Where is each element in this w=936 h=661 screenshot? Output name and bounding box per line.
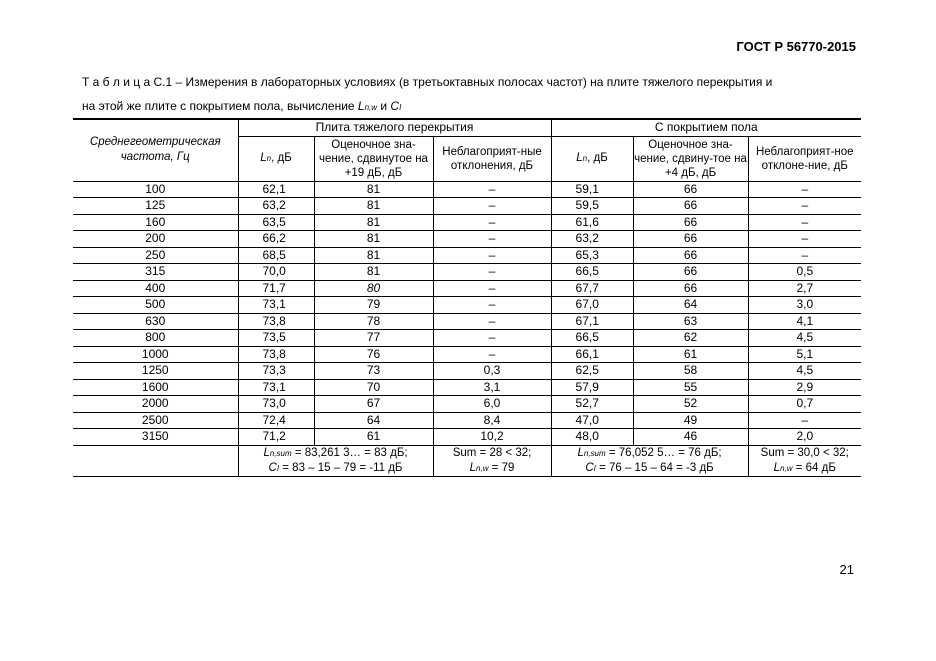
ln-covering-cell: 61,6	[551, 214, 633, 231]
frequency-cell: 125	[73, 198, 238, 215]
summary-covering-calc: Ln,sum = 76,052 5… = 76 дБ; CI = 76 – 15 – 64 = -3 дБ	[551, 445, 748, 476]
estimate-covering-cell: 64	[633, 297, 748, 314]
group-floor-covering-header: С покрытием пола	[551, 119, 861, 136]
estimate-covering-cell: 66	[633, 264, 748, 281]
summary-row	[73, 445, 861, 476]
ln-covering-cell: 66,5	[551, 264, 633, 281]
estimate-covering-cell: 66	[633, 247, 748, 264]
summary-slab-deviation: Sum = 28 < 32; Ln,w = 79	[433, 445, 551, 476]
deviation-header-2: Неблагоприят-ное отклоне-ние, дБ	[748, 136, 861, 181]
ln-slab-cell: 73,3	[238, 363, 314, 380]
estimate-slab-cell: 80	[314, 280, 433, 297]
table-row	[73, 429, 861, 446]
deviation-slab-cell: –	[433, 214, 551, 231]
estimate-covering-cell: 61	[633, 346, 748, 363]
frequency-cell: 100	[73, 181, 238, 198]
frequency-cell: 250	[73, 247, 238, 264]
deviation-slab-cell: 6,0	[433, 396, 551, 413]
frequency-cell: 800	[73, 330, 238, 347]
ln-covering-cell: 52,7	[551, 396, 633, 413]
deviation-slab-cell: –	[433, 231, 551, 248]
estimate-covering-cell: 62	[633, 330, 748, 347]
deviation-covering-cell: 0,7	[748, 396, 861, 413]
deviation-slab-cell: –	[433, 247, 551, 264]
deviation-slab-cell: 8,4	[433, 412, 551, 429]
frequency-cell: 630	[73, 313, 238, 330]
table-row	[73, 198, 861, 215]
table-row	[73, 379, 861, 396]
ln-covering-cell: 67,1	[551, 313, 633, 330]
ln-covering-cell: 67,0	[551, 297, 633, 314]
estimate-slab-cell: 78	[314, 313, 433, 330]
group-heavy-slab-header: Плита тяжелого перекрытия	[238, 119, 551, 136]
table-row	[73, 231, 861, 248]
deviation-slab-cell: –	[433, 181, 551, 198]
deviation-slab-cell: –	[433, 198, 551, 215]
estimate-slab-cell: 81	[314, 231, 433, 248]
ln-slab-cell: 71,7	[238, 280, 314, 297]
frequency-cell: 1600	[73, 379, 238, 396]
ln-slab-cell: 73,1	[238, 379, 314, 396]
table-row	[73, 363, 861, 380]
summary-empty-cell	[73, 445, 238, 476]
ln-covering-cell: 65,3	[551, 247, 633, 264]
table-row	[73, 280, 861, 297]
frequency-cell: 500	[73, 297, 238, 314]
frequency-cell: 2000	[73, 396, 238, 413]
frequency-cell: 2500	[73, 412, 238, 429]
frequency-cell: 200	[73, 231, 238, 248]
deviation-covering-cell: –	[748, 247, 861, 264]
frequency-cell: 1000	[73, 346, 238, 363]
table-row	[73, 396, 861, 413]
summary-slab-calc: Ln,sum = 83,261 3… = 83 дБ; CI = 83 – 15 – 79 = -11 дБ	[238, 445, 433, 476]
page-number: 21	[839, 562, 854, 577]
table-row	[73, 313, 861, 330]
ln-slab-cell: 62,1	[238, 181, 314, 198]
frequency-cell: 1250	[73, 363, 238, 380]
estimate-covering-cell: 66	[633, 198, 748, 215]
deviation-covering-cell: –	[748, 198, 861, 215]
ln-slab-cell: 73,1	[238, 297, 314, 314]
frequency-header: Среднегеометрическая частота, Гц	[73, 119, 238, 181]
table-row	[73, 346, 861, 363]
deviation-covering-cell: 4,5	[748, 363, 861, 380]
estimate-slab-cell: 81	[314, 214, 433, 231]
estimate-slab-cell: 79	[314, 297, 433, 314]
estimate-slab-cell: 81	[314, 181, 433, 198]
table-row	[73, 297, 861, 314]
table-caption	[82, 70, 862, 120]
estimate-slab-cell: 81	[314, 264, 433, 281]
ln-covering-cell: 48,0	[551, 429, 633, 446]
deviation-slab-cell: –	[433, 313, 551, 330]
ln-covering-cell: 62,5	[551, 363, 633, 380]
frequency-cell: 3150	[73, 429, 238, 446]
ln-covering-cell: 63,2	[551, 231, 633, 248]
summary-covering-deviation: Sum = 30,0 < 32; Ln,w = 64 дБ	[748, 445, 861, 476]
estimate-covering-cell: 66	[633, 181, 748, 198]
ln-slab-cell: 66,2	[238, 231, 314, 248]
estimate-covering-cell: 58	[633, 363, 748, 380]
estimate-slab-cell: 81	[314, 198, 433, 215]
deviation-covering-cell: 4,1	[748, 313, 861, 330]
ln-header-2: Ln, дБ	[551, 136, 633, 181]
frequency-cell: 160	[73, 214, 238, 231]
estimate-slab-cell: 61	[314, 429, 433, 446]
estimate-covering-cell: 52	[633, 396, 748, 413]
deviation-covering-cell: –	[748, 412, 861, 429]
estimate-slab-cell: 73	[314, 363, 433, 380]
ln-covering-cell: 57,9	[551, 379, 633, 396]
document-code: ГОСТ Р 56770-2015	[736, 39, 856, 54]
table-row	[73, 181, 861, 198]
ln-covering-cell: 66,1	[551, 346, 633, 363]
estimate-covering-cell: 46	[633, 429, 748, 446]
table-row	[73, 247, 861, 264]
deviation-covering-cell: –	[748, 214, 861, 231]
measurements-table	[73, 118, 861, 477]
table-body	[73, 181, 861, 445]
table-row	[73, 264, 861, 281]
deviation-covering-cell: 2,9	[748, 379, 861, 396]
deviation-covering-cell: 2,0	[748, 429, 861, 446]
estimate-header-2: Оценочное зна-чение, сдвину-тое на +4 дБ, дБ	[633, 136, 748, 181]
caption-line-1: Т а б л и ц а С.1 – Измерения в лабораторных условиях (в третьоктавных полосах частот) на плите тяжелого перекрытия и	[82, 75, 773, 89]
estimate-header-1: Оценочное зна-чение, сдвинутое на +19 дБ, дБ	[314, 136, 433, 181]
ln-slab-cell: 72,4	[238, 412, 314, 429]
ln-slab-cell: 73,8	[238, 346, 314, 363]
ln-header-1: Ln, дБ	[238, 136, 314, 181]
estimate-covering-cell: 66	[633, 214, 748, 231]
deviation-slab-cell: –	[433, 297, 551, 314]
frequency-cell: 400	[73, 280, 238, 297]
deviation-covering-cell: –	[748, 231, 861, 248]
deviation-header-1: Неблагоприят-ные отклонения, дБ	[433, 136, 551, 181]
estimate-covering-cell: 66	[633, 231, 748, 248]
deviation-slab-cell: –	[433, 264, 551, 281]
deviation-slab-cell: –	[433, 280, 551, 297]
ln-slab-cell: 63,5	[238, 214, 314, 231]
ln-slab-cell: 68,5	[238, 247, 314, 264]
deviation-slab-cell: 3,1	[433, 379, 551, 396]
deviation-covering-cell: 3,0	[748, 297, 861, 314]
table-row	[73, 214, 861, 231]
ln-slab-cell: 70,0	[238, 264, 314, 281]
estimate-covering-cell: 63	[633, 313, 748, 330]
deviation-covering-cell: 0,5	[748, 264, 861, 281]
deviation-slab-cell: –	[433, 330, 551, 347]
deviation-slab-cell: 10,2	[433, 429, 551, 446]
deviation-covering-cell: 2,7	[748, 280, 861, 297]
estimate-covering-cell: 66	[633, 280, 748, 297]
deviation-covering-cell: 4,5	[748, 330, 861, 347]
estimate-covering-cell: 49	[633, 412, 748, 429]
deviation-slab-cell: 0,3	[433, 363, 551, 380]
ln-slab-cell: 63,2	[238, 198, 314, 215]
estimate-slab-cell: 70	[314, 379, 433, 396]
table-row	[73, 412, 861, 429]
caption-line-2: на этой же плите с покрытием пола, вычисление Ln,w и CI	[82, 99, 402, 113]
estimate-covering-cell: 55	[633, 379, 748, 396]
ln-slab-cell: 73,5	[238, 330, 314, 347]
table-row	[73, 330, 861, 347]
estimate-slab-cell: 81	[314, 247, 433, 264]
ln-slab-cell: 71,2	[238, 429, 314, 446]
ln-covering-cell: 66,5	[551, 330, 633, 347]
estimate-slab-cell: 77	[314, 330, 433, 347]
ln-slab-cell: 73,8	[238, 313, 314, 330]
estimate-slab-cell: 64	[314, 412, 433, 429]
estimate-slab-cell: 67	[314, 396, 433, 413]
deviation-slab-cell: –	[433, 346, 551, 363]
ln-covering-cell: 59,5	[551, 198, 633, 215]
ln-slab-cell: 73,0	[238, 396, 314, 413]
estimate-slab-cell: 76	[314, 346, 433, 363]
ln-covering-cell: 47,0	[551, 412, 633, 429]
deviation-covering-cell: 5,1	[748, 346, 861, 363]
deviation-covering-cell: –	[748, 181, 861, 198]
ln-covering-cell: 67,7	[551, 280, 633, 297]
frequency-cell: 315	[73, 264, 238, 281]
ln-covering-cell: 59,1	[551, 181, 633, 198]
